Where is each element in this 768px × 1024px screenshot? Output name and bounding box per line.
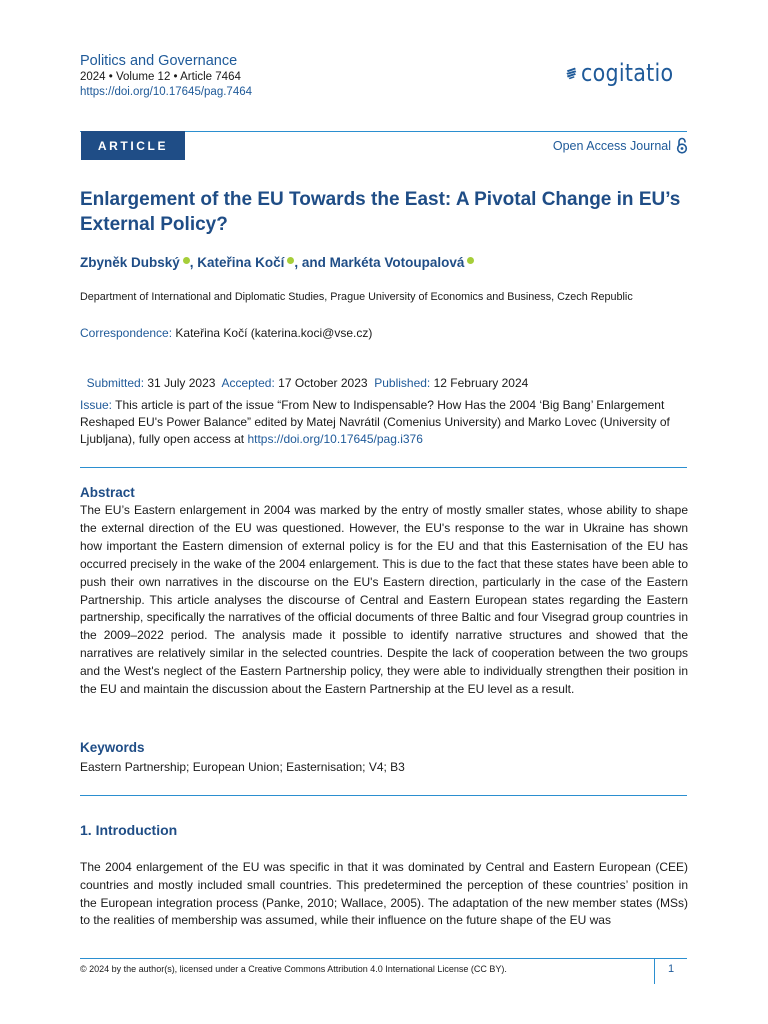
correspondence-value: Kateřina Kočí (katerina.koci@vse.cz) [172,326,373,340]
orcid-icon[interactable] [467,257,474,264]
open-access-text: Open Access Journal [552,138,671,153]
keywords-heading: Keywords [80,740,145,755]
section-divider [80,467,687,468]
correspondence-label: Correspondence: [80,326,173,340]
journal-header [80,52,252,100]
author-list [80,255,474,270]
logo-text: cogitatio [580,59,673,87]
author-name[interactable]: Kateřina Kočí [197,255,285,270]
issue-doi-link[interactable]: https://doi.org/10.17645/pag.i376 [247,432,423,446]
journal-name[interactable]: Politics and Governance [80,53,238,69]
submitted-label: Submitted: [86,376,145,390]
abstract-body: The EU’s Eastern enlargement in 2004 was marked by the entry of mostly smaller states, whose ability to shape the external direction of the EU was questioned. However, the EU's response to the war in Ukraine has shown how important the Eastern dimension of external policy is for the EU and that this Easternisation of the EU has occurred precisely in the wake of the 2004 enlargement. This is due to the fact that these states have been able to push their own narratives in the discourse on the EU's Eastern direction, particularly in the case of the Eastern Partnership. This article analyses the discourse of Central and Eastern European states regarding the Eastern partnership, specifically the narratives of the official documents of three Baltic and four Visegrad group countries in the 2009–2022 period. The analysis made it possible to identify narrative structures and showed that the narratives are relatively similar in the selected countries. Despite the lack of cooperation between the two groups and the West's neglect of the Eastern Partnership policy, they were able to individually strengthen their position in the EU and maintain the discussion about the Eastern Partnership at the EU level as a result. [80,503,688,697]
page-number: 1 [668,963,675,975]
introduction-body: The 2004 enlargement of the EU was specific in that it was dominated by Central and Eastern European (CEE) countries and mostly included small countries. This predetermined the perception of these countries’ position in the European integration process (Panke, 2010; Wallace, 2005). The adaptation of the new member states (MSs) to the realities of membership was assumed, while their influence on the future shape of the EU was [80,860,688,928]
author-separator: , and [294,255,330,270]
correspondence-line [80,326,372,340]
issue-label: Issue: [80,398,113,412]
cogitatio-logo-icon [566,57,578,89]
abstract-heading: Abstract [80,485,135,500]
article-title: Enlargement of the EU Towards the East: A Pivotal Change in EU’s External Policy? [80,189,681,235]
submitted-date: 31 July 2023 [144,376,222,390]
publisher-logo[interactable] [566,56,688,90]
author-name[interactable]: Markéta Votoupalová [329,255,465,270]
publication-dates [80,362,528,390]
footer-vertical-divider [654,958,655,984]
open-access-label[interactable] [553,137,688,154]
footer-divider [80,958,687,959]
journal-meta: 2024 • Volume 12 • Article 7464 [80,71,241,83]
accepted-label: Accepted: [221,376,275,390]
published-date: 12 February 2024 [430,376,529,390]
author-separator: , [189,255,198,270]
article-doi-link[interactable]: https://doi.org/10.17645/pag.7464 [80,86,253,98]
section-divider [80,795,687,796]
orcid-icon[interactable] [183,257,190,264]
open-access-lock-icon [676,137,688,154]
license-notice: © 2024 by the author(s), licensed under a Creative Commons Attribution 4.0 International License (CC BY). [80,964,507,974]
article-type-badge: ARTICLE [81,131,185,160]
introduction-heading: 1. Introduction [80,822,178,838]
issue-note [80,397,688,448]
issue-text: This article is part of the issue “From New to Indispensable? How Has the 2004 ‘Big Bang’ Enlargement Reshaped EU's Power Balance” edited by Matej Navrátil (Comenius University) and Marko Lovec (University of Ljubljana), fully open access at [80,398,670,446]
author-affiliation: Department of International and Diplomatic Studies, Prague University of Economics and Business, Czech Republic [80,291,633,303]
keywords-list: Eastern Partnership; European Union; Easternisation; V4; B3 [80,760,405,774]
accepted-date: 17 October 2023 [274,376,375,390]
published-label: Published: [374,376,431,390]
orcid-icon[interactable] [287,257,294,264]
author-name[interactable]: Zbyněk Dubský [80,255,180,270]
